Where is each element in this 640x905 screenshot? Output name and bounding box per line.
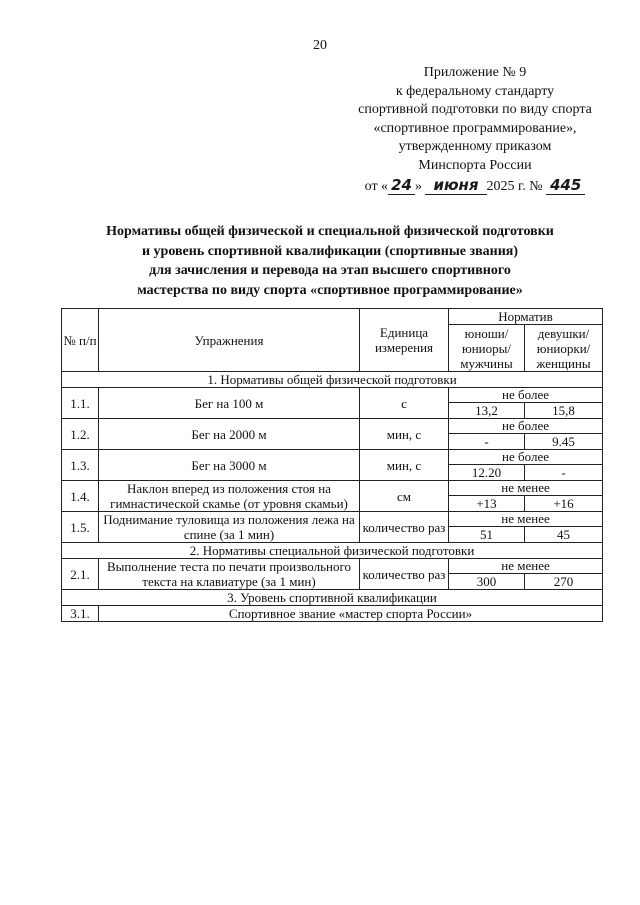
row-female-value: 15,8 [525, 403, 603, 419]
row-num: 1.3. [62, 450, 99, 481]
table-row [62, 481, 603, 496]
appendix-line: спортивной подготовки по виду спорта [358, 102, 592, 118]
row-unit: мин, с [360, 450, 449, 481]
handwritten-day: 24 [388, 176, 415, 195]
row-exercise: Бег на 2000 м [99, 419, 360, 450]
row-exercise: Поднимание туловища из положения лежа на спине (за 1 мин) [99, 512, 360, 543]
section-title: 3. Уровень спортивной квалификации [62, 590, 603, 606]
row-male-value: - [449, 434, 525, 450]
appendix-line: «спортивное программирование», [373, 120, 577, 136]
row-num: 1.4. [62, 481, 99, 512]
table-row [62, 450, 603, 465]
row-male-value: 300 [449, 574, 525, 590]
section-title: 2. Нормативы специальной физической подготовки [62, 543, 603, 559]
row-num: 1.2. [62, 419, 99, 450]
order-date-line [330, 176, 620, 197]
row-exercise: Выполнение теста по печати произвольного текста на клавиатуре (за 1 мин) [99, 559, 360, 590]
row-male-value: 13,2 [449, 403, 525, 419]
header-num: № п/п [62, 309, 99, 372]
title-line: мастерства по виду спорта «спортивное программирование» [137, 282, 523, 298]
header-unit: Единица измерения [360, 309, 449, 372]
row-num: 2.1. [62, 559, 99, 590]
header-exercise: Упражнения [99, 309, 360, 372]
row-female-value: - [525, 465, 603, 481]
row-num: 1.1. [62, 388, 99, 419]
date-mid: » [414, 178, 426, 194]
date-year: 2025 г. № [486, 178, 547, 194]
page-number: 20 [313, 38, 327, 53]
row-female-value: +16 [525, 496, 603, 512]
row-unit: количество раз [360, 512, 449, 543]
header-male: юноши/ юниоры/ мужчины [449, 325, 525, 372]
row-unit: с [360, 388, 449, 419]
row-num: 3.1. [62, 606, 99, 622]
appendix-line: Приложение № 9 [423, 65, 527, 80]
table-row [62, 512, 603, 527]
row-exercise: Спортивное звание «мастер спорта России» [99, 606, 603, 622]
row-unit: см [360, 481, 449, 512]
row-limit: не менее [449, 512, 603, 527]
date-prefix: от « [364, 178, 389, 194]
row-limit: не более [449, 388, 603, 403]
row-female-value: 45 [525, 527, 603, 543]
row-male-value: +13 [449, 496, 525, 512]
row-limit: не более [449, 419, 603, 434]
handwritten-order-number: 445 [546, 176, 585, 195]
appendix-line: Минспорта России [418, 157, 532, 173]
appendix-line: утвержденному приказом [398, 139, 552, 155]
row-male-value: 12.20 [449, 465, 525, 481]
norms-table [61, 308, 603, 622]
row-unit: количество раз [360, 559, 449, 590]
document-title [60, 222, 600, 300]
table-row [62, 419, 603, 434]
row-exercise: Бег на 3000 м [99, 450, 360, 481]
appendix-line: к федеральному стандарту [395, 83, 555, 99]
title-line: и уровень спортивной квалификации (спортивные звания) [141, 243, 519, 259]
row-num: 1.5. [62, 512, 99, 543]
row-limit: не более [449, 450, 603, 465]
table-row [62, 388, 603, 403]
row-male-value: 51 [449, 527, 525, 543]
row-exercise: Наклон вперед из положения стоя на гимнастической скамье (от уровня скамьи) [99, 481, 360, 512]
row-female-value: 270 [525, 574, 603, 590]
title-line: для зачисления и перевода на этап высшего спортивного [149, 263, 511, 278]
section-title: 1. Нормативы общей физической подготовки [62, 372, 603, 388]
table-row [62, 559, 603, 574]
handwritten-month: июня [425, 176, 486, 195]
table-row [62, 606, 603, 622]
row-unit: мин, с [360, 419, 449, 450]
row-exercise: Бег на 100 м [99, 388, 360, 419]
appendix-block [330, 64, 620, 196]
row-limit: не менее [449, 559, 603, 574]
row-female-value: 9.45 [525, 434, 603, 450]
header-norm: Норматив [449, 309, 603, 325]
row-limit: не менее [449, 481, 603, 496]
header-female: девушки/ юниорки/ женщины [525, 325, 603, 372]
title-line: Нормативы общей физической и специальной физической подготовки [106, 224, 554, 239]
